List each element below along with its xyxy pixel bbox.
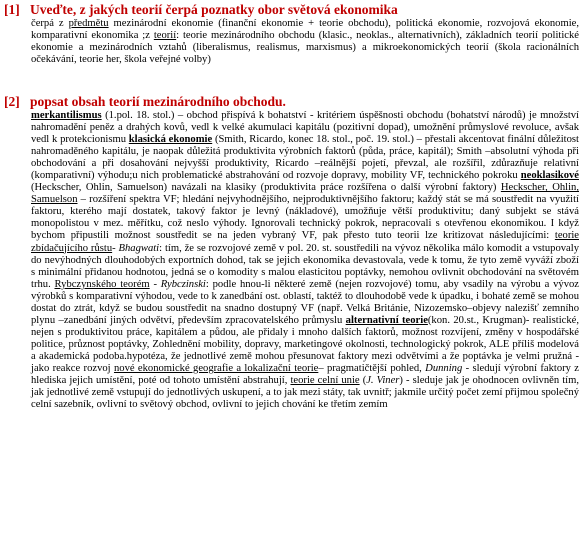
text-run: - sledují výrobní faktory z hlediska jejich umístění, poté od tohoto umístění abstrahují, [31,362,579,387]
text-run: : teorie mezinárodního obchodu (klasic., neoklas., alternativních), základních teorií politické ekonomie a mezinárodních vztahů (liberalismus, realismus, marxismus) a mikroekonomických teorií (škola racionálních očekávání, teorie her, škola veřejné volby) [31,30,579,66]
question-1-number: [1] [4,2,20,17]
text-run: ) - sleduje jak je ohodnocen ovlivněn tím, jak jednotlivé země vstupují do jednotlivých uskupení, a to jak mezi státy, tak uvnitř; jakmile určitý počet zemí přijmou společný celní sazebník, ovlivní to světový obchod, ovlivní to jejich chování ke třetím zemím [31,375,579,411]
question-2-number: [2] [4,94,20,109]
term-nova-ekonomicka-geografie: nové ekonomické geografie a lokalizační teorie [113,362,319,374]
text-run: : tím, že se rozvojové země v pol. 20. st. soustředili na vývoz několika málo komodit a vstupovaly do nevýhodných dlouhodobých exportních dohod, tak se jejich ekonomika devastovala, vede k tomu, že tyto země vyváží zboží s minimální přidanou hodnotou, jedná se o komodity s malou elasticitou poptávky, nemohou ovlivnit obchodování na světovém trhu. [31,242,580,290]
question-2-heading [0,94,579,110]
term-alternativni-teorie: alternativní teorie [345,314,428,326]
text-run: : podle hnou-li některé země (nejen rozvojové) tomu, aby vsadily na výrobu a vývoz výrobků s komparativní výhodou, vede to k zanedbání ost. oblastí, taktéž to dlouhodobě vede k úpadku, i bohaté země se mohou dostat do ztrát, když se budou soustředit na snadno dostupný VF (např. Velká Británie, Nizozemsko–objevy nalezišť zemního plynu –zanedbání jiných odvětví, především zpracovatelského průmyslu [31,278,579,326]
question-1-answer [0,18,579,66]
text-run: (Smith, Ricardo, konec 18. stol., poč. 19. stol.) – přestali akcentovat finální důležitost nahromaděného kapitálu, je naopak důležitá produktivita výrobních faktorů (půda, práce, kapitál); Smith –absolutní výhoda při obchodování a při dosahování nejvyšší produktivity, Ricardo –reálnější pojetí, převzal, ale rozšířil, zdůrazňuje relativní (komparativní) výhodu;u nich problematické abstrahování od rozvoje dopravy, mobility VF, technického pokroku [31,134,579,182]
text-run: (kon. 20.st., Krugman)- realistické, nejen s produktivitou práce, kapitálem a půdou, ale přidaly i mnoho dalších faktorů, možnost rozvíjení, změny v hospodářské politice, průznost poptávky, Zohlednění mobility, dopravy, marketingové okolnosti, technologický pokrok, ALE příliš modelová a akademická podoba.hypotéza, že jednotlivé země mohou přesunovat faktory mezi odvětvími a že poptávka je velmi pružná - jako reakce rozvoj [31,314,579,374]
text-run: - [112,242,119,254]
term-rybczynskeho-teorem: Rybczynského teorém [54,278,150,290]
term-teorie: teorií [153,30,177,42]
text-run: (1.pol. 18. stol.) – obchod přispívá k bohatství - kritériem úspěšnosti obchodu (bohatství národů) je množství nahromadění peněz a drahých kovů, vedl k velké akumulaci kapitálu (pozitivní dopad), umožnění průmyslové revoluce, avšak vedl k protekcionismu [31,110,579,146]
term-klasicka-ekonomie: klasická ekonomie [128,134,213,146]
question-1-paragraph [31,18,579,66]
question-1-title: Uveďte, z jakých teorií čerpá poznatky obor světová ekonomika [30,2,398,17]
term-predmet: předmětu [68,18,109,29]
term-heckscher-ohlin-samuelson: Heckscher, Ohlin, Samuelson [31,182,579,206]
text-run: – pragmatičtější pohled, [318,362,426,374]
question-2-paragraph [31,110,579,411]
text-run: (Heckscher, Ohlin, Samuelson) navázali na klasiky (produktivita práce rozšířena o další výrobní faktory) [31,182,501,194]
term-neoklasikove: neoklasikové [520,170,579,182]
term-zbidacujici-rust: teorie zbídačujícího růstu [31,230,579,254]
text-run: čerpá z [31,18,69,29]
text-run: mezinárodní ekonomie (finanční ekonomie + teorie obchodu), politická ekonomie, rozvojová ekonomie, komparativní ekonomika ;z [31,18,579,42]
author-rybczinski: Rybczinski [160,278,206,290]
question-2-title: popsat obsah teorií mezinárodního obchodu. [30,94,286,109]
text-run: ( [359,375,367,387]
text-run: – rozšíření spektra VF; hledání nejvyhodnějšího, nejproduktivnějšího faktoru; každý stát se má soustředit na využití faktoru, kterého mají dostatek, takový faktor je levný (nákladové), umožňuje větší produktivitu; daný subjekt se stává monopolistou v mez. měřítku, což neslo výhody. Ignorovali technický pokrok, nepracovali s otevřenou ekonomikou. I když bychom připustili možnost soustředit se na jeden vybraný VF, pak přesto tuto teorii lze kritizovat následujícími: [31,194,579,242]
author-dunning: Dunning [425,362,463,374]
question-1-heading [0,2,579,18]
question-2-answer [0,110,579,411]
author-bhagwati: Bhagwati [118,242,160,254]
author-viner: J. Viner [366,375,400,387]
question-1 [0,2,579,66]
term-teorie-celni-unie: teorie celní unie [290,375,360,387]
text-run: - [149,278,161,290]
question-2 [0,94,579,411]
term-merkantilismus: merkantilismus [31,110,102,121]
